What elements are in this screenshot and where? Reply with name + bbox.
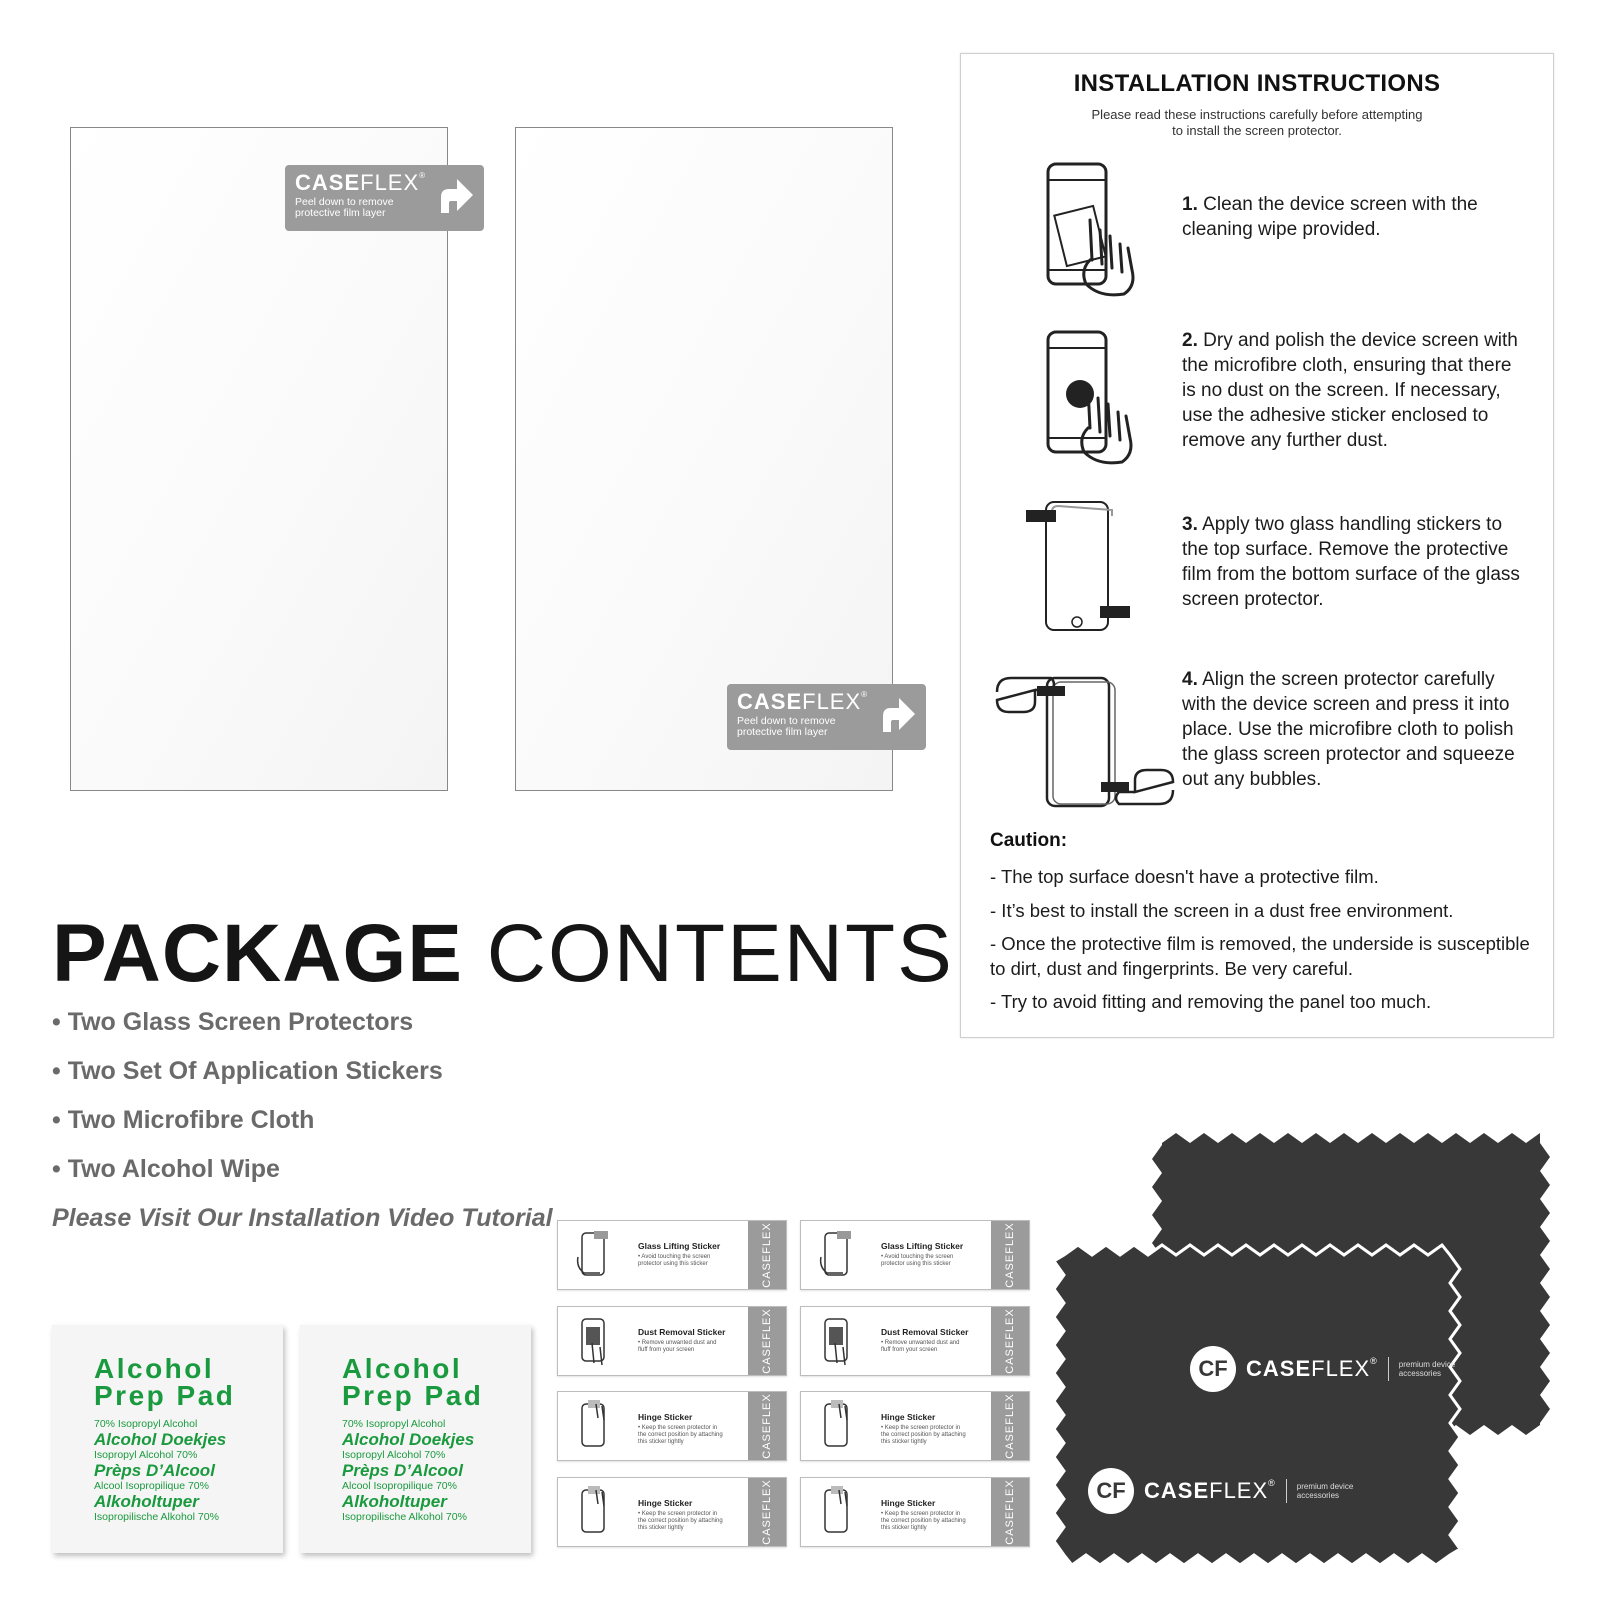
peel-tab-text: Peel down to remove protective film layer <box>737 715 836 738</box>
cloth-logo-front: CF CASEFLEX® premium device accessories <box>1088 1468 1353 1514</box>
wipe-screen-icon <box>1040 160 1150 300</box>
alcohol-pad-1: Alcohol Prep Pad 70% Isopropyl Alcohol Alcohol Doekjes Isopropyl Alcohol 70% Prèps D’Alcool Alcool Isopropilique 70% Alkoholtuper Isopropilische Alkohol 70% <box>52 1325 283 1553</box>
caution-item: - Try to avoid fitting and removing the panel too much. <box>990 991 1432 1012</box>
cloth-logo-back: CF CASEFLEX® premium device accessories <box>1190 1346 1455 1392</box>
sticker-brand-strip: CASEFLEX <box>991 1478 1029 1546</box>
sticker-description: • Keep the screen protector in the correct position by attaching this sticker tightly <box>881 1511 966 1531</box>
polish-screen-icon <box>1040 328 1150 468</box>
package-item: • Two Alcohol Wipe <box>52 1155 280 1183</box>
package-item: • Two Microfibre Cloth <box>52 1106 315 1134</box>
application-sticker <box>557 1220 787 1290</box>
sticker-description: • Avoid touching the screen protector using this sticker <box>638 1254 711 1267</box>
package-item: • Two Glass Screen Protectors <box>52 1008 414 1036</box>
peel-tab-2[interactable] <box>727 684 926 750</box>
alcohol-pad-2: Alcohol Prep Pad 70% Isopropyl Alcohol Alcohol Doekjes Isopropyl Alcohol 70% Prèps D’Alcool Alcool Isopropilique 70% Alkoholtuper Isopropilische Alkohol 70% <box>300 1325 531 1553</box>
step-2: 2. Dry and polish the device screen with the microfibre cloth, ensuring that there is no dust on the screen. If necessary, use the adhesive sticker enclosed to remove any further dust. <box>1182 330 1518 451</box>
sticker-brand-strip: CASEFLEX <box>748 1221 786 1289</box>
caution-item: - The top surface doesn't have a protective film. <box>990 866 1379 887</box>
sticker-title: Hinge Sticker <box>638 1498 693 1508</box>
application-sticker <box>800 1477 1030 1547</box>
application-sticker <box>557 1391 787 1461</box>
cf-logo-icon: CF <box>1088 1468 1134 1514</box>
sticker-description: • Keep the screen protector in the correct position by attaching this sticker tightly <box>638 1511 723 1531</box>
sticker-illustration-icon <box>572 1313 616 1371</box>
instructions-title: INSTALLATION INSTRUCTIONS <box>1073 70 1441 97</box>
caution-item: - Once the protective film is removed, the underside is susceptible to dirt, dust and fingerprints. Be very careful. <box>990 933 1530 979</box>
step-4: 4. Align the screen protector carefully with the device screen and press it into place. Use the microfibre cloth to polish the glass screen protector and squeeze out any bubbles. <box>1182 669 1515 790</box>
microfibre-cloth-front <box>1054 1245 1460 1565</box>
sticker-illustration-icon <box>815 1227 859 1285</box>
sticker-description: • Remove unwanted dust and fluff from your screen <box>881 1340 960 1353</box>
sticker-brand-strip: CASEFLEX <box>748 1392 786 1460</box>
peel-tab-text: Peel down to remove protective film layer <box>295 196 394 219</box>
application-sticker <box>800 1391 1030 1461</box>
sticker-title: Dust Removal Sticker <box>881 1327 969 1337</box>
peel-tab-brand: CASEFLEX® <box>295 170 427 195</box>
apply-stickers-icon <box>1022 496 1132 636</box>
caution-heading: Caution: <box>990 830 1068 851</box>
application-sticker <box>557 1306 787 1376</box>
sticker-illustration-icon <box>815 1398 859 1456</box>
align-protector-icon <box>995 672 1175 812</box>
application-sticker <box>800 1220 1030 1290</box>
sticker-title: Dust Removal Sticker <box>638 1327 726 1337</box>
step-1: 1. Clean the device screen with the cleaning wipe provided. <box>1182 194 1478 240</box>
sticker-title: Hinge Sticker <box>881 1498 936 1508</box>
package-contents-title: PACKAGE CONTENTS <box>52 908 954 999</box>
cf-logo-icon: CF <box>1190 1346 1236 1392</box>
sticker-title: Hinge Sticker <box>881 1412 936 1422</box>
video-tutorial-note[interactable]: Please Visit Our Installation Video Tutorial <box>52 1204 553 1232</box>
sticker-description: • Avoid touching the screen protector using this sticker <box>881 1254 954 1267</box>
sticker-illustration-icon <box>572 1398 616 1456</box>
sticker-description: • Keep the screen protector in the correct position by attaching this sticker tightly <box>881 1425 966 1445</box>
sticker-illustration-icon <box>815 1484 859 1542</box>
sticker-title: Glass Lifting Sticker <box>638 1241 721 1251</box>
instructions-subtitle: Please read these instructions carefully before attempting to install the screen protector. <box>1091 107 1423 138</box>
application-sticker <box>800 1306 1030 1376</box>
sticker-brand-strip: CASEFLEX <box>991 1307 1029 1375</box>
sticker-brand-strip: CASEFLEX <box>748 1307 786 1375</box>
sticker-title: Glass Lifting Sticker <box>881 1241 964 1251</box>
sticker-brand-strip: CASEFLEX <box>991 1392 1029 1460</box>
sticker-title: Hinge Sticker <box>638 1412 693 1422</box>
sticker-illustration-icon <box>815 1313 859 1371</box>
application-sticker <box>557 1477 787 1547</box>
sticker-description: • Remove unwanted dust and fluff from your screen <box>638 1340 717 1353</box>
package-item: • Two Set Of Application Stickers <box>52 1057 443 1085</box>
caution-item: - It’s best to install the screen in a dust free environment. <box>990 900 1454 921</box>
peel-tab-brand: CASEFLEX® <box>737 689 869 714</box>
peel-arrow-icon <box>875 692 919 742</box>
peel-arrow-icon <box>433 173 477 223</box>
sticker-brand-strip: CASEFLEX <box>991 1221 1029 1289</box>
sticker-illustration-icon <box>572 1227 616 1285</box>
sticker-illustration-icon <box>572 1484 616 1542</box>
peel-tab-1[interactable] <box>285 165 484 231</box>
sticker-brand-strip: CASEFLEX <box>748 1478 786 1546</box>
step-3: 3. Apply two glass handling stickers to the top surface. Remove the protective film from the bottom surface of the glass screen protector. <box>1182 514 1520 610</box>
sticker-description: • Keep the screen protector in the correct position by attaching this sticker tightly <box>638 1425 723 1445</box>
